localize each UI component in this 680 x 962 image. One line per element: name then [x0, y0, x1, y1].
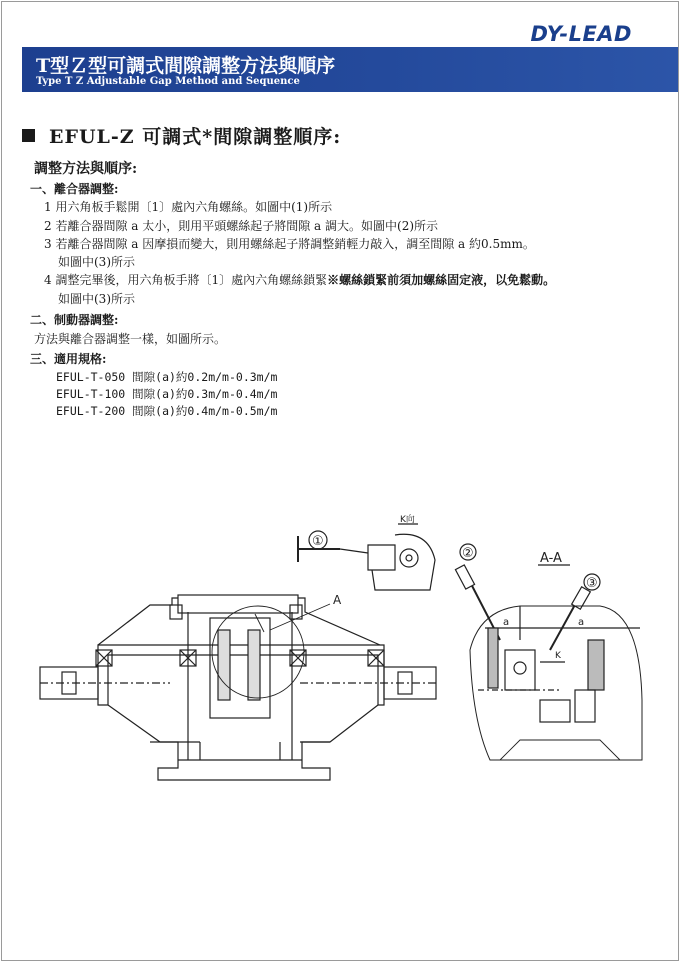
- section-aa-detail: [455, 544, 642, 760]
- label-gap-a2: a: [578, 617, 585, 628]
- clutch-step-2: 2 若離合器間隙 a 太小，則用平頭螺絲起子將間隙 a 調大。如圖中(2)所示: [44, 219, 439, 233]
- spec-row: EFUL-T-100 間隙(a)約0.3m/m-0.4m/m: [56, 387, 278, 401]
- clutch-step-4-warning: ※螺絲鎖緊前須加螺絲固定液，以免鬆動。: [327, 273, 556, 287]
- section-title-text: EFUL-Z 可調式*間隙調整順序:: [49, 126, 342, 148]
- clutch-step-4-figure: 如圖中(3)所示: [58, 292, 135, 306]
- brake-text: 方法與離合器調整一樣，如圖所示。: [34, 332, 227, 346]
- method-heading: 調整方法與順序:: [34, 161, 138, 177]
- callout-1-label: ①: [312, 534, 324, 549]
- label-aa: A-A: [540, 551, 562, 566]
- clutch-step-4-text: 4 調整完畢後，用六角板手將〔1〕處內六角螺絲鎖緊: [44, 273, 328, 287]
- spec-row: EFUL-T-050 間隙(a)約0.2m/m-0.3m/m: [56, 370, 278, 384]
- label-a: A: [333, 593, 342, 607]
- page-subtitle: Type T Z Adjustable Gap Method and Sequence: [36, 76, 300, 87]
- page-title: T型Ｚ型可調式間隙調整方法與順序: [36, 55, 336, 77]
- brand-logo: DY-LEAD: [530, 22, 632, 46]
- clutch-section-drawing: [40, 593, 436, 780]
- label-k-view: K向: [400, 515, 415, 525]
- label-gap-a1: a: [503, 617, 510, 628]
- callout-1-tool: [298, 513, 435, 590]
- brake-heading: 二、制動器調整:: [30, 313, 119, 327]
- clutch-step-3: 3 若離合器間隙 a 因摩損而變大，則用螺絲起子將調整銷輕力敲入，調至間隙 a 約0.5mm。: [44, 237, 535, 251]
- specs-heading: 三、適用規格:: [30, 352, 107, 366]
- clutch-step-1: 1 用六角板手鬆開〔1〕處內六角螺絲。如圖中(1)所示: [44, 200, 333, 214]
- callout-3-label: ③: [586, 576, 598, 591]
- callout-2-label: ②: [462, 546, 474, 561]
- clutch-heading: 一、離合器調整:: [30, 182, 119, 196]
- clutch-step-3-figure: 如圖中(3)所示: [58, 255, 135, 269]
- label-k: K: [555, 651, 561, 661]
- spec-row: EFUL-T-200 間隙(a)約0.4m/m-0.5m/m: [56, 404, 278, 418]
